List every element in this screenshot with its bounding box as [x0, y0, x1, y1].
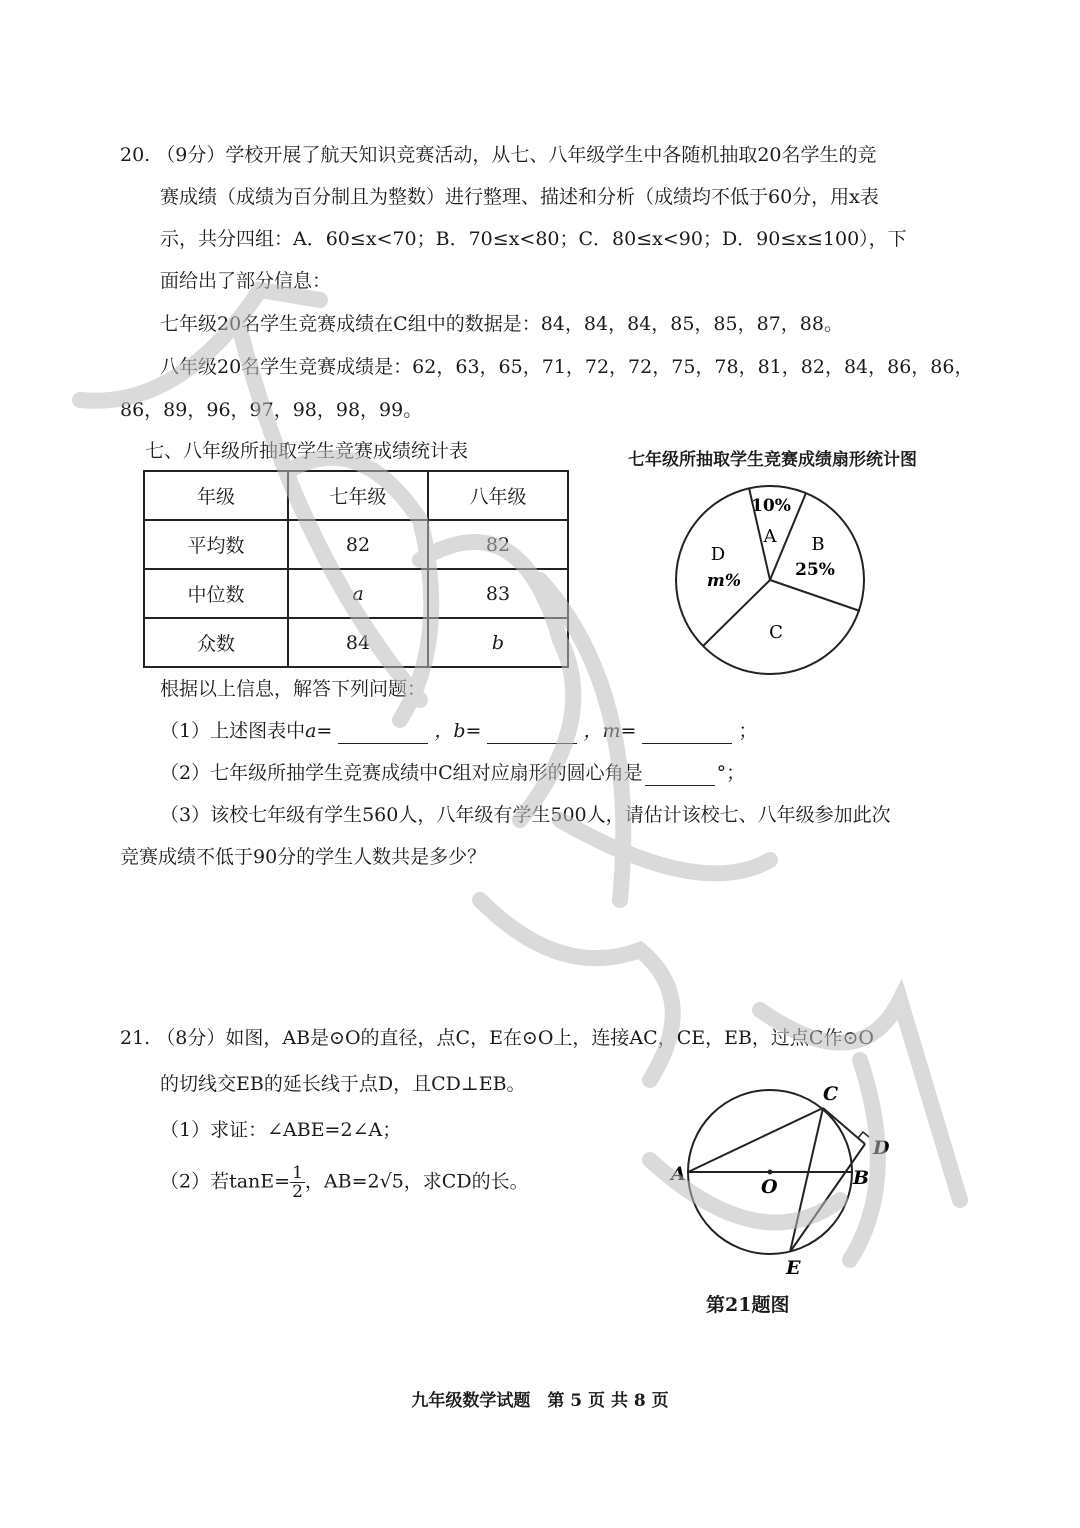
q20-prompt: 根据以上信息，解答下列问题：: [160, 678, 427, 700]
sub1-prefix: （1）上述图表中: [160, 720, 306, 742]
pie-label-a: A: [763, 526, 777, 547]
q20-line7: 86，89，96，97，98，98，99。: [120, 399, 423, 421]
fraction-denominator: 2: [292, 1182, 303, 1202]
page-footer: 九年级数学试题 第 5 页 共 8 页: [411, 1391, 669, 1411]
segment-ce: [790, 1108, 823, 1252]
pie-label-d: D: [710, 544, 726, 565]
fraction-numerator: 1: [292, 1163, 303, 1183]
figure-caption: 第21题图: [706, 1294, 790, 1316]
table-title: 七、八年级所抽取学生竞赛成绩统计表: [145, 440, 469, 462]
q20-sub1: [160, 718, 757, 744]
q20-line5: 七年级20名学生竞赛成绩在C组中的数据是：84，84，84，85，85，87，88。: [160, 313, 843, 335]
q20-line1: 20. （9分）学校开展了航天知识竞赛活动，从七、八年级学生中各随机抽取20名学生的竞: [120, 144, 877, 166]
q21-line1: 21. （8分）如图，AB是⊙O的直径，点C，E在⊙O上，连接AC，CE，EB，过点C作⊙O: [120, 1027, 874, 1049]
table-cell: b: [428, 618, 568, 667]
q21-line2: 的切线交EB的延长线于点D，且CD⊥EB。: [160, 1073, 526, 1095]
answer-blank-b[interactable]: [487, 723, 577, 744]
pie-divider-bc: [770, 580, 860, 611]
sub1-m-label: ，m=: [583, 720, 637, 742]
point-label-d: D: [873, 1137, 890, 1159]
answer-blank-a[interactable]: [338, 723, 428, 744]
table-cell: 年级: [144, 471, 288, 520]
right-angle-mark: [858, 1132, 869, 1138]
answer-blank-angle[interactable]: [645, 765, 715, 786]
table-row: [144, 618, 568, 667]
q20-sub3-line2: 竞赛成绩不低于90分的学生人数共是多少？: [120, 846, 487, 868]
segment-ed: [790, 1144, 865, 1252]
table-cell: 中位数: [144, 569, 288, 618]
table-cell: 七年级: [288, 471, 428, 520]
q20-line3: 示，共分四组：A．60≤x<70；B．70≤x<80；C．80≤x<90；D．90≤x≤100），下: [160, 228, 907, 250]
table-cell: 平均数: [144, 520, 288, 569]
sub1-b-label: ，b=: [434, 720, 482, 742]
q20-line6: 八年级20名学生竞赛成绩是：62，63，65，71，72，72，75，78，81，82，84，86，86，: [160, 356, 974, 378]
watermark-stroke: [560, 820, 770, 873]
point-label-a: A: [671, 1163, 686, 1185]
pie-title: 七年级所抽取学生竞赛成绩扇形统计图: [628, 450, 917, 470]
table-row: [144, 471, 568, 520]
pie-label-c: C: [769, 622, 783, 643]
q20-line2: 赛成绩（成绩为百分制且为整数）进行整理、描述和分析（成绩均不低于60分，用x表: [160, 186, 879, 208]
circle-figure: [665, 1080, 905, 1280]
point-label-b: B: [853, 1167, 870, 1189]
table-cell: a: [288, 569, 428, 618]
pie-pct-a: 10%: [751, 496, 791, 516]
q21-sub2: [160, 1164, 529, 1201]
pie-chart: [670, 480, 870, 680]
watermark-stroke: [80, 290, 320, 401]
center-point: [768, 1170, 773, 1175]
sub2-text: （2）七年级所抽学生竞赛成绩中C组对应扇形的圆心角是: [160, 762, 643, 784]
table-row: [144, 520, 568, 569]
pie-label-b: B: [811, 534, 825, 555]
sub2-prefix: （2）若tanE=: [160, 1170, 291, 1193]
watermark-stroke: [480, 900, 673, 1080]
table-cell: 84: [288, 618, 428, 667]
sub1-a-label: a=: [305, 720, 333, 742]
answer-blank-m[interactable]: [642, 723, 732, 744]
q21-sub1: （1）求证：∠ABE=2∠A；: [160, 1119, 402, 1141]
point-label-o: O: [761, 1176, 778, 1198]
sub1-end: ；: [738, 720, 758, 742]
table-cell: 八年级: [428, 471, 568, 520]
sub2-mid: ，AB=2√5，求CD的长。: [304, 1170, 529, 1193]
table-cell: 82: [288, 520, 428, 569]
fraction: [290, 1164, 305, 1201]
stats-table: [143, 470, 569, 668]
table-row: [144, 569, 568, 618]
point-label-c: C: [823, 1083, 839, 1105]
pie-pct-d: m%: [706, 571, 742, 591]
q20-sub2: [160, 760, 745, 786]
pie-pct-b: 25%: [795, 560, 835, 580]
table-cell: 82: [428, 520, 568, 569]
q20-sub3-line1: （3）该校七年级有学生560人，八年级有学生500人，请估计该校七、八年级参加此次: [160, 804, 891, 826]
table-cell: 83: [428, 569, 568, 618]
q20-line4: 面给出了部分信息：: [160, 270, 332, 292]
point-label-e: E: [786, 1257, 801, 1279]
sub2-end: °；: [716, 762, 746, 784]
table-cell: 众数: [144, 618, 288, 667]
